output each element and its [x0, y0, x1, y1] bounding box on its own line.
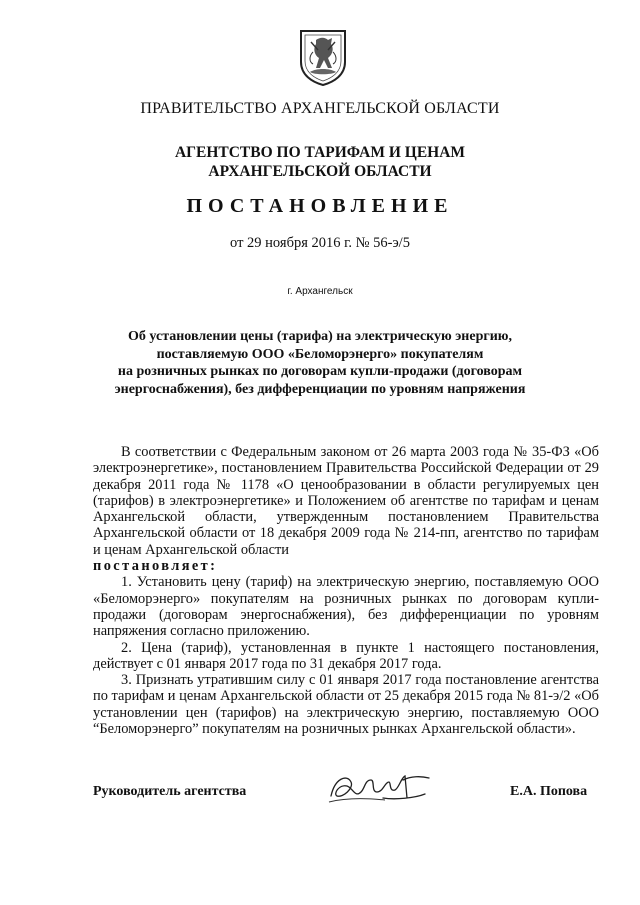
- coat-of-arms-icon: [298, 28, 348, 86]
- subject-line: Об установлении цены (тарифа) на электрическую энергию,: [128, 329, 512, 344]
- document-date-number: от 29 ноября 2016 г. № 56-э/5: [230, 235, 410, 251]
- item-1: 1. Установить цену (тариф) на электрическую энергию, поставляемую ООО «Беломорэнерго» покупателям на розничных рынках по договорам купли-продажи (договорам энергоснабжения), без дифференциации по уровням напряжения согласно приложению.: [93, 574, 599, 640]
- item-2: 2. Цена (тариф), установленная в пункте 1 настоящего постановления, действует с 01 января 2017 года по 31 декабря 2017 года.: [93, 639, 599, 672]
- signatory-position: Руководитель агентства: [93, 784, 247, 799]
- document-city: г. Архангельск: [287, 286, 353, 297]
- preamble-paragraph: [93, 444, 599, 558]
- subject-line: энергоснабжения), без дифференциации по уровням напряжения: [114, 381, 526, 397]
- agency-title-line: АГЕНТСТВО ПО ТАРИФАМ И ЦЕНАМ: [174, 144, 466, 161]
- decree-colon: :: [210, 558, 215, 575]
- document-subject: [0, 328, 640, 398]
- agency-title: [0, 143, 640, 181]
- item-3: 3. Признать утратившим силу с 01 января 2017 года постановление агентства по тарифам и ценам Архангельской области от 25 декабря 2015 года № 81-э/2 «Об установлении цен (тарифов) на электрическую энергию, поставляемую ООО “Беломорэнерго” покупателям на розничных рынках Архангельской области».: [93, 672, 599, 738]
- document-body: [93, 444, 599, 737]
- preamble-text: В соответствии с Федеральным законом от 26 марта 2003 года № 35-ФЗ «Об электроэнергетике», постановлением Правительства Российской Федерации от 29 декабря 2011 года № 1178 «О ценообразовании в области регулируемых цен (тарифов) в электроэнергетике» и Положением об агентстве по тарифам и ценам Архангельской области, утвержденным постановлением Правительства Архангельской области от 18 декабря 2009 года № 214-пп, агентство по тарифам и ценам Архангельской области: [93, 444, 599, 558]
- agency-title-line: АРХАНГЕЛЬСКОЙ ОБЛАСТИ: [208, 163, 432, 180]
- subject-line: поставляемую ООО «Беломорэнерго» покупателям: [156, 346, 484, 362]
- decree-word: постановляет: [93, 558, 211, 575]
- handwritten-signature: [325, 768, 435, 808]
- subject-line: на розничных рынках по договорам купли-продажи (договорам: [117, 364, 523, 379]
- government-title: ПРАВИТЕЛЬСТВО АРХАНГЕЛЬСКОЙ ОБЛАСТИ: [140, 100, 500, 117]
- decree-line: [93, 558, 599, 574]
- signatory-name: Е.А. Попова: [510, 784, 588, 799]
- document-type: ПОСТАНОВЛЕНИЕ: [186, 195, 454, 217]
